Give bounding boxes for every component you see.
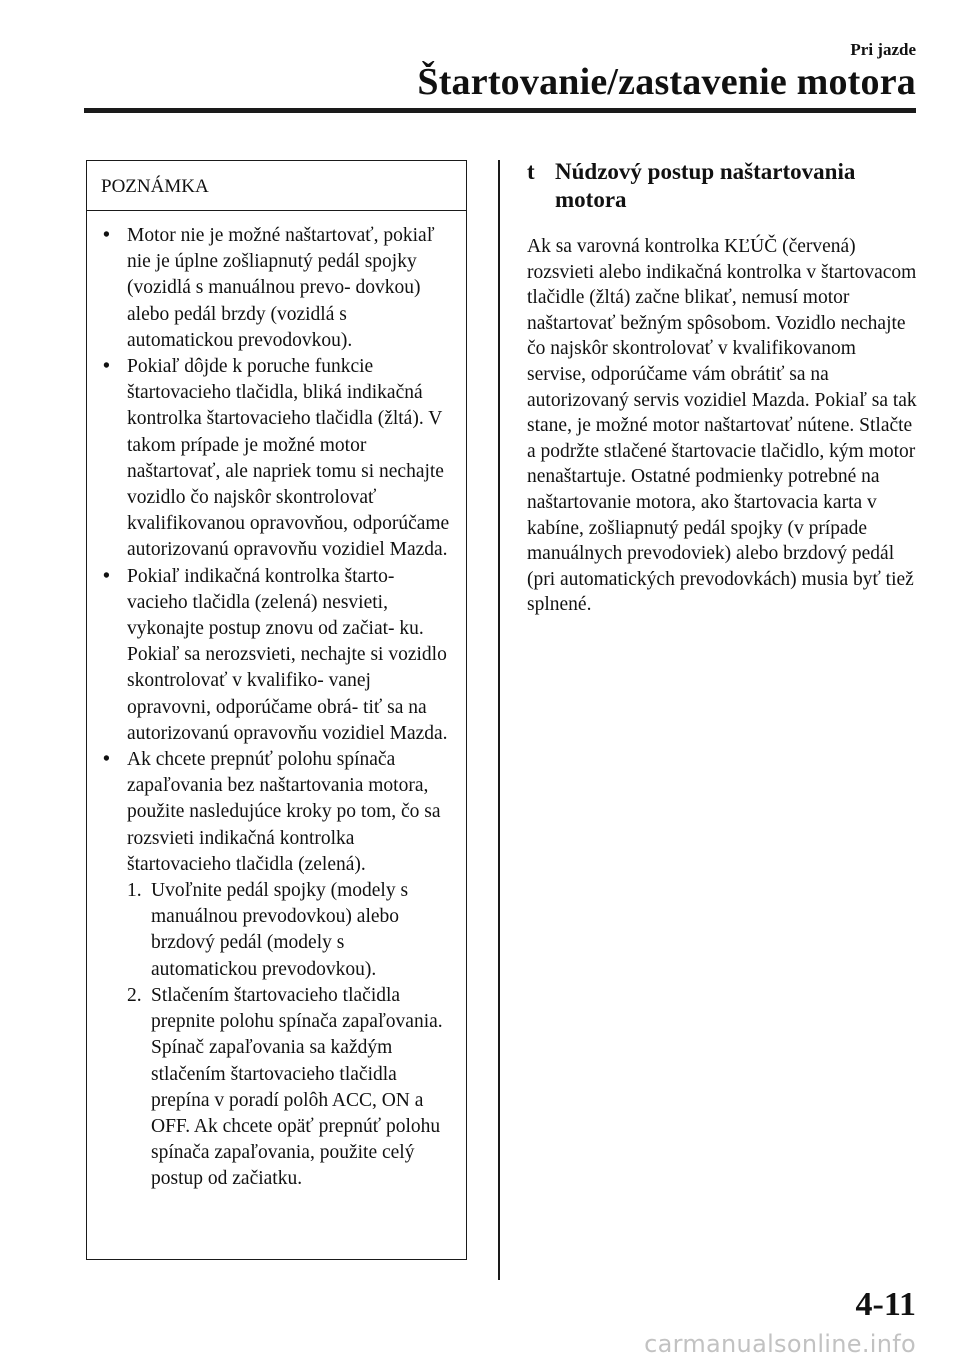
column-rule [498, 160, 500, 1280]
note-bullet-text: Ak chcete prepnúť polohu spínača zapaľovania bez naštartovania motora, použite nasledujúce kroky po tom, čo sa rozsvieti indikačná kontrolka štartovacieho tlačidla (zelená). [127, 749, 441, 875]
note-bullet [101, 223, 452, 354]
emergency-heading [527, 158, 919, 214]
chapter-title: Štartovanie/zastavenie motora [417, 61, 916, 103]
note-bullet-text: Pokiaľ dôjde k poruche funkcie štartovacieho tlačidla, bliká indikačná kontrolka štartovacieho tlačidla (žltá). V takom prípade je možné motor naštartovať, ale napriek tomu si nechajte vozidlo čo najskôr skontrolovať kvalifikovanou opravovňou, odporúčame autorizovanú opravovňu vozidiel Mazda. [127, 356, 450, 561]
emergency-section [527, 158, 919, 618]
emergency-body: Ak sa varovná kontrolka KĽÚČ (červená) rozsvieti alebo indikačná kontrolka v štartovacom tlačidle (žltá) začne blikať, nemusí motor naštartovať bežným spôsobom. Vozidlo nechajte čo najskôr skontrolovať v kvalifikovanom servise, odporúčame vám obrátiť sa na autorizovaný servis vozidiel Mazda. Pokiaľ sa tak stane, je možné motor naštartovať nútene. Stlačte a podržte stlačené štartovacie tlačidlo, kým motor nenaštartuje. Ostatné podmienky potrebné na naštartovanie motora, ako štartovacia karta v kabíne, zošliapnutý pedál spojky (v prípade manuálnych prevodoviek) alebo brzdový pedál (pri automatických prevodovkách) musia byť tiež splnené. [527, 236, 917, 616]
note-step [101, 878, 452, 983]
note-bullet-text: Motor nie je možné naštartovať, pokiaľ nie je úplne zošliapnutý pedál spojky (vozidlá s manuálnou prevo- dovkou) alebo pedál brzdy (vozidlá s automatickou prevodovkou). [127, 225, 435, 351]
step-text: Stlačením štartovacieho tlačidla prepnite polohu spínača zapaľovania. Spínač zapaľovania sa každým stlačením štartovacieho tlačidla prepína v poradí polôh ACC, ON a OFF. Ak chcete opäť prepnúť polohu spínača zapaľovania, použite celý postup od začiatku. [151, 984, 443, 1190]
note-bullet-text: Pokiaľ indikačná kontrolka štarto- vacieho tlačidla (zelená) nesvieti, vykonajte postup znovu od začiat- ku. Pokiaľ sa nerozsvieti, nechajte si vozidlo skontrolovať v kvalifiko- vanej opravovni, odporúčame obrá- tiť sa na autorizovanú opravovňu vozidiel Mazda. [127, 565, 448, 744]
bullet-icon: • [103, 225, 110, 246]
emergency-heading-text: Núdzový postup naštartovania motora [555, 159, 856, 212]
section-label: Pri jazde [850, 40, 916, 59]
bullet-icon: • [103, 356, 110, 378]
page-number: 4-11 [855, 1286, 916, 1323]
note-step [101, 983, 452, 1193]
bullet-icon: • [103, 749, 110, 771]
header-rule [84, 108, 916, 113]
step-number: 2. [127, 984, 142, 1006]
note-box [86, 160, 467, 1260]
note-bullet [101, 354, 452, 564]
step-number: 1. [127, 880, 142, 902]
note-bullet [101, 747, 452, 878]
bullet-icon: • [103, 565, 110, 587]
heading-marker-icon: t [527, 159, 535, 184]
note-title: POZNÁMKA [87, 161, 466, 211]
note-bullet [101, 564, 452, 747]
watermark: carmanualsonline.info [644, 1330, 916, 1358]
note-body [87, 211, 466, 1193]
step-text: Uvoľnite pedál spojky (modely s manuálnou prevodovkou) alebo brzdový pedál (modely s automatickou prevodovkou). [151, 880, 409, 980]
